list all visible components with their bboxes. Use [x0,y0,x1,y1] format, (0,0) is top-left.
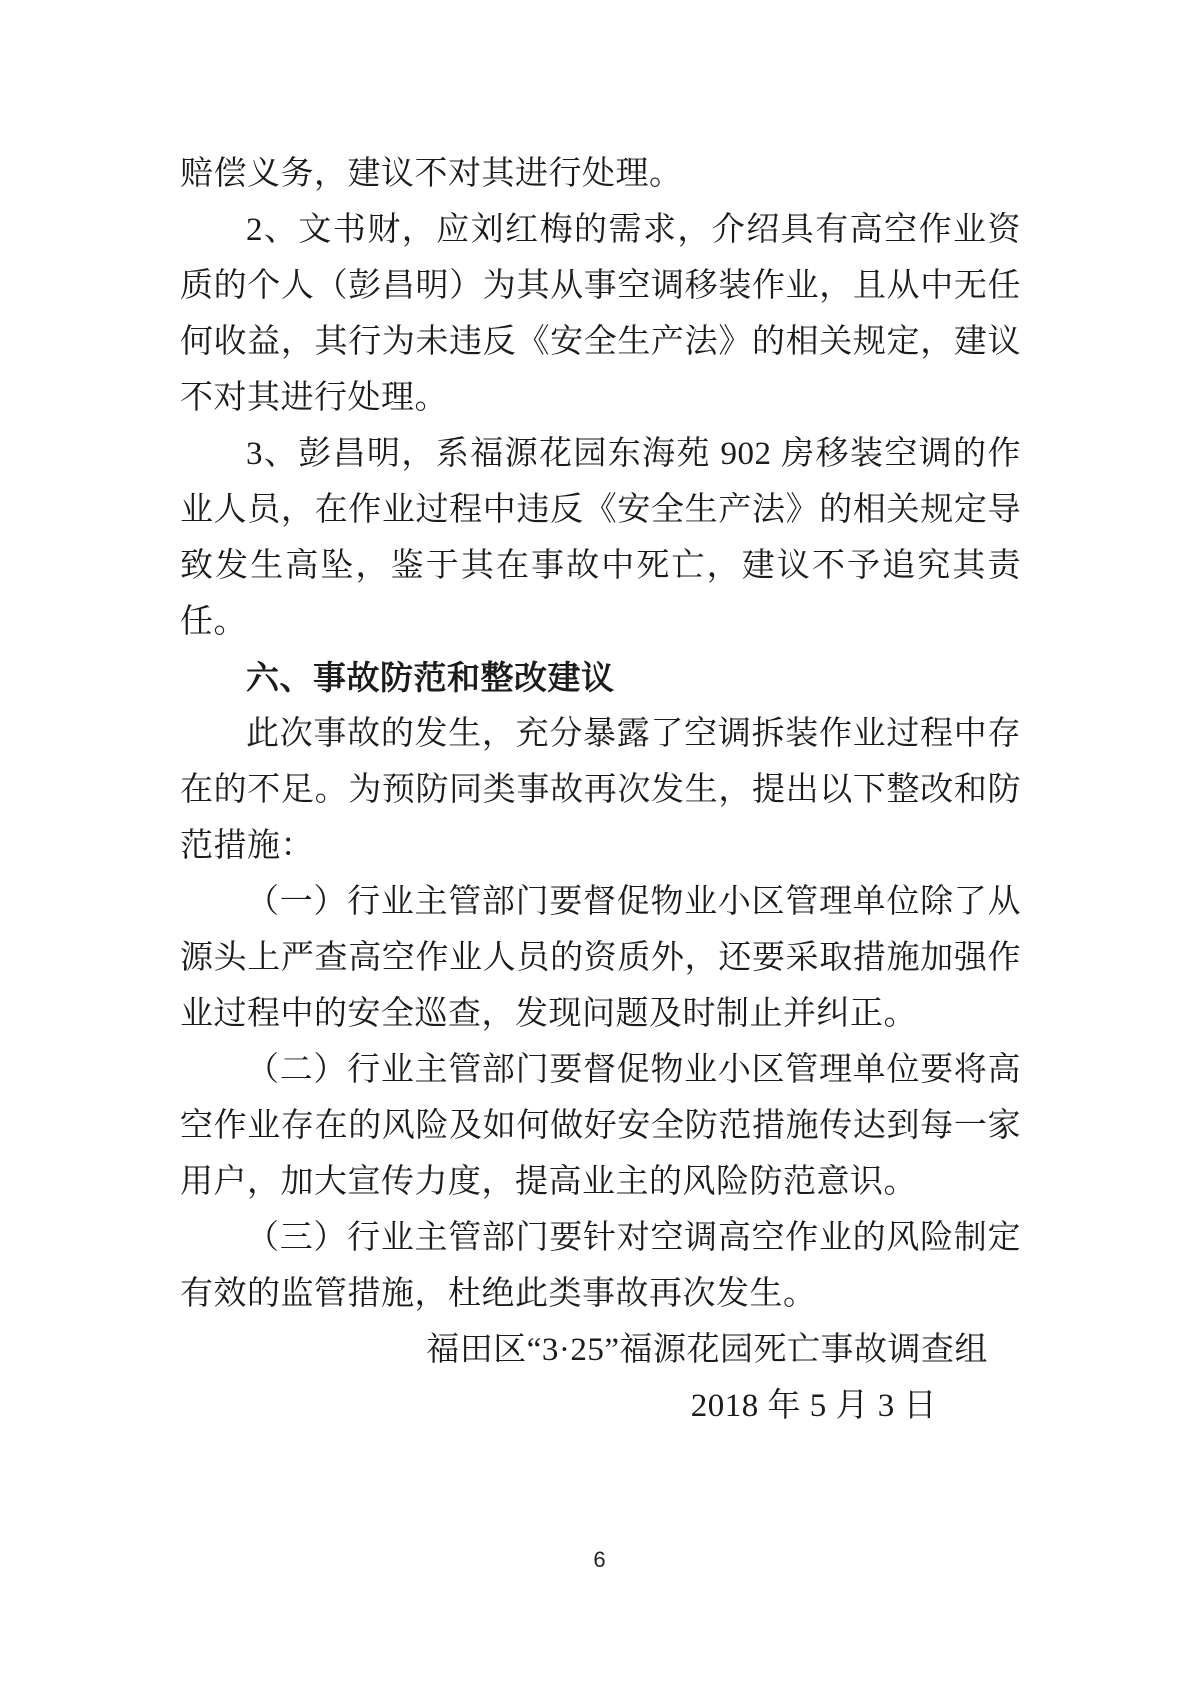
paragraph: 3、彭昌明，系福源花园东海苑 902 房移装空调的作业人员，在作业过程中违反《安全生产法》的相关规定导致发生高坠，鉴于其在事故中死亡，建议不予追究其责任。 [180,436,1021,640]
signature-line: 福田区“3·25”福源花园死亡事故调查组 [426,1332,988,1368]
date-line: 2018 年 5 月 3 日 [690,1388,937,1424]
paragraph: （三）行业主管部门要针对空调高空作业的风险制定有效的监管措施，杜绝此类事故再次发生。 [180,1220,1021,1312]
page-number: 6 [593,1547,606,1572]
paragraph: 赔偿义务，建议不对其进行处理。 [180,156,683,192]
paragraph: （二）行业主管部门要督促物业小区管理单位要将高空作业存在的风险及如何做好安全防范措施传达到每一家用户，加大宣传力度，提高业主的风险防范意识。 [180,1052,1021,1200]
document-body [180,146,1021,1434]
paragraph: 2、文书财，应刘红梅的需求，介绍具有高空作业资质的个人（彭昌明）为其从事空调移装作业，且从中无任何收益，其行为未违反《安全生产法》的相关规定，建议不对其进行处理。 [180,212,1021,416]
paragraph: （一）行业主管部门要督促物业小区管理单位除了从源头上严查高空作业人员的资质外，还要采取措施加强作业过程中的安全巡查，发现问题及时制止并纠正。 [180,884,1021,1032]
section-heading: 六、事故防范和整改建议 [246,659,615,696]
paragraph: 此次事故的发生，充分暴露了空调拆装作业过程中存在的不足。为预防同类事故再次发生，提出以下整改和防范措施： [180,716,1021,864]
